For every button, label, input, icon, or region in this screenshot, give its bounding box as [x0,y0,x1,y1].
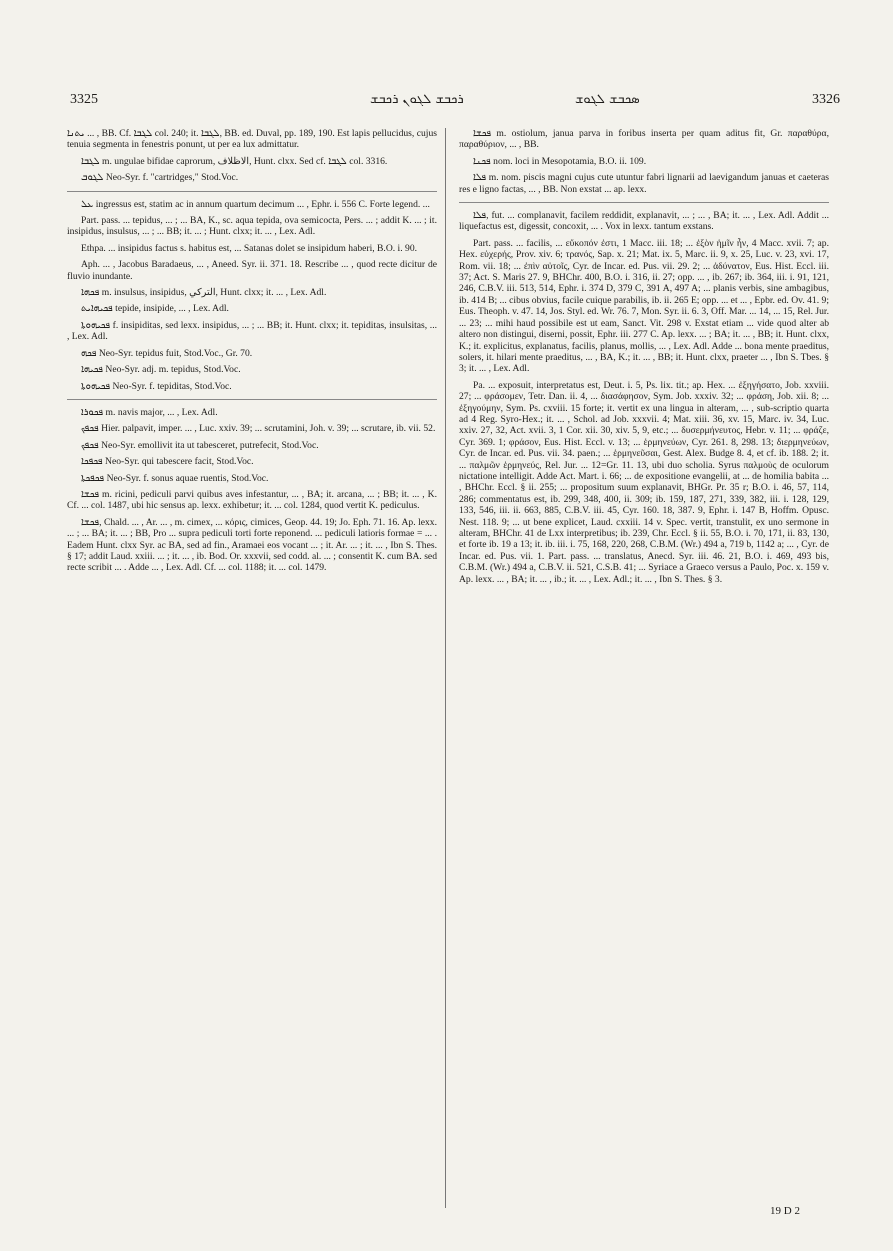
entry: ܦܟܝܗܘܬܐ Neo-Syr. f. tepiditas, Stod.Voc. [81,380,232,392]
entry: ܦܟܦܟܐ Neo-Syr. qui tabescere facit, Stod.Voc. [81,456,254,468]
entry: ܦܟܘܪܐ m. navis major, ... , Lex. Adl. [81,406,218,418]
left-page-number: 3325 [70,92,98,107]
section-rule [459,202,829,203]
section-rule [67,191,437,192]
entry: ܠܓܘܒ Neo-Syr. f. "cartridges," Stod.Voc. [81,172,239,184]
entry: ܦܟܫܐ m. ostiolum, janua parva in foribus inserta per quam aditus fit, Gr. παραθύρα, παραθύριον, ... , BB. [459,128,829,151]
entry: ܦܟܢܐ nom. loci in Mesopotamia, B.O. ii. 109. [473,155,647,167]
section-rule [67,399,437,400]
entry: Pa. ... exposuit, interpretatus est, Deut. i. 5, Ps. lix. tit.; ap. Hex. ... ἐξηγήσατο, Job. xxviii. 27; ... φράσομεν, Tetr. Dan. ii. 4, ... διασάφησον, Sym. Job. xxxiv. 32; ... φράση, Job. xii. 8; ... ἐξηγούμην, Sym. Ps. cxviii. 15 forte; it. vertit ex una lingua in alteram, ... , sub-scriptio quarta ad 4 Reg. Syro-Hex.; it. ... , Schol. ad Job. xxxvii. 4; Mat. xiii. 36, xv. 15, Marc. iv. 34, Luc. xxiv. 27, 32, Act. xvii. 3, 1 Cor. xii. 30, xiv. 5, 9, etc.; ... δυσερμήνευτος, Hebr. v. 11; ... φράζε, Cyr. 369. 1; φράσον, Eus. Hist. Eccl. v. 13; ... ἑρμηνεύων, Cyr. 261. 8, 298. 13; διερμηνεύων, Cyr. de Incar. ed. Pus. vii. 34. paen.; ... ἑρμηνεῦσαι, Gest. Alex. Budge 8. 4, et cf. ib. 188. 2; it. ... παλμῶν ἑρμηνεύς, Rel. Jur. ... 12=Gr. 11. 13, ubi duo scholia. Syrus παλμοὺς de oculorum nictatione intelligit. Adde Act. Mart. i. 66; ... de expositione evangelii, at ... de homilia babita ... , BHChr. Eccl. § ii. 255; ... propositum suum explanavit, BHGr. Pr. 35 r; B.O. i. 46, 57, 114, 286; commentatus est, ib. 299, 348, 400, ii. 309; ib. 159, 187, 271, 339, 382, iii. i. 128, 129, 133, 546, iii. ii. 663, 885, C.B.V. iii. 45, Cyr. 160. 18, 387. 9, Ephr. i. 147 B, Hoffm. Opusc. Nest. 118. 9; ... ut bene explicet, Laud. cxxiii. 14 v. Spec. vertit, transtulit, ex uno sermone in alteram, BHChr. 41 de Lxx interpretibus; ib. 239, Chr. Eccl. § ii. 55, B.O. i. 70, 171, ii. 83, 130, et forte ib. 19 a 13; it. ib. iii. i. 75, 168, 220, 268, C.B.M. (Wr.) 494 a, 719 b, 1142 a; ... , Cyr. de Incar. ed. Pus. vii. 1. Part. pass. ... translatus, Anecd. Syr. iii. 46. 21, B.O. i. 469, 493 bis, C.B.M. (Wr.) 494 a, C.B.V. ii. 521, C.S.B. 41; ... Syriace a Graeco versus a Paulo, Poc. x. 159 v. Ap. lexx. ... , BA; it. ... , ib.; it. ... , Lex. Adl.; it. ... , Ibn S. Thes. § 3. [459,379,829,585]
page-header [70,92,840,114]
entry: ܦܟܝܗܘܬܐ f. insipiditas, sed lexx. insipidus, ... ; ... BB; it. Hunt. clxx; it. tepiditas, insulsitas, ... , Lex. Adl. [67,319,437,343]
left-running-title: ܪܟܒܫ ܠܓܘܢ ܪܟܒܫ [370,92,464,107]
entry: ܦܟܝܗܐܝܬ tepide, insipide, ... , Lex. Adl. [81,303,229,315]
entry: Part. pass. ... tepidus, ... ; ... BA, K., sc. aqua tepida, ova semicocta, Pers. ... ; addit K. ... ; it. insipidus, insulsus, ... ; ... BB; it. ... ; Hunt. clxx; it. ... , Lex. Adl. [67,215,437,238]
entry: ܥܠ ingressus est, statim ac in annum quartum decimum ... , Ephr. i. 556 C. Forte legend. ... [81,198,430,210]
entry: ܦܠܐ m. nom. piscis magni cujus cute utuntur fabri lignarii ad laevigandum januas et caeteras res e ligno factas, ... , BB. Non exstat ... ap. lexx. [459,172,829,195]
entry: ܦܟܫܐ, Chald. ... , Ar. ... , m. cimex, ... κόρις, cimices, Geop. 44. 19; Jo. Eph. 71. 16. Ap. lexx. ... ; ... BA; it. ... ; BB, Pro ... supra pediculi torti forte reponend. ... pediculi latioris formae = ... . Eadem Hunt. clxx Syr. ac BA, sed ad fin., Aramaei eos vocant ... ; it. Ar. ... ; it. ... , Ibn S. Thes. § 17; addit Laud. xxiii. ... ; it. ... , ib. Bod. Or. xxxvii, sed codd. al. ... ; consentit K. cum BA. sed recte scribit ... . Adde ... , Lex. Adl. Cf. ... col. 1188; it. ... col. 1479. [67,516,437,574]
right-column [459,128,829,590]
right-running-title: ܣܟܒܫ ܠܓܘܫ [575,92,640,107]
entry: ܦܠܐ, fut. ... complanavit, facilem reddidit, explanavit, ... ; ... , BA; it. ... , Lex. Adl. Addit ... liquefactus est, digessit, concoxit, ... . Vox in lexx. tantum exstans. [459,210,829,233]
entry: ܦܟܗܐ m. insulsus, insipidus, التركي, Hunt. clxx; it. ... , Lex. Adl. [81,287,327,299]
entry: Aph. ... , Jacobus Baradaeus, ... , Aneed. Syr. ii. 371. 18. Rescribe ... , quod recte dicitur de fluvio inundante. [67,259,437,282]
signature-mark: 19 D 2 [770,1205,800,1217]
entry: ܠܓܒܐ m. ungulae bifidae caprorum, الاظلاف, Hunt. clxx. Sed cf. ܠܓܒܐ col. 3316. [81,155,388,167]
entry: ܦܟܗ Neo-Syr. tepidus fuit, Stod.Voc., Gr. 70. [81,347,253,359]
entry: ܦܟܫܐ m. ricini, pediculi parvi quibus aves infestantur, ... , BA; it. arcana, ... ; BB; it. ... , K. Cf. ... col. 1487, ubi hic sensus ap. lexx. exhibetur; it. ... col. 1284, quod vertit K. pediculus. [67,488,437,512]
column-divider [445,128,446,1208]
entry: ܦܟܝܗܐ Neo-Syr. adj. m. tepidus, Stod.Voc. [81,364,241,376]
entry: ܦܟܦܟ Neo-Syr. emollivit ita ut tabesceret, putrefecit, Stod.Voc. [81,439,319,451]
entry: ܝܬܢܐ ... , BB. Cf. ܠܓܒܐ col. 240; it. ܠܓܒܐ, BB. ed. Duval, pp. 189, 190. Est lapis pellucidus, cujus tenuia segmenta in fenestris ponunt, ut per ea lux admittatur. [67,128,437,151]
entry: ܦܟܦܟܬܐ Neo-Syr. f. sonus aquae ruentis, Stod.Voc. [81,472,269,484]
entry: ܦܟܦܟ Hier. palpavit, imper. ... , Luc. xxiv. 39; ... scrutamini, Joh. v. 39; ... scrutare, ib. vii. 52. [81,423,436,435]
right-page-number: 3326 [812,92,840,107]
entry: Ethpa. ... insipidus factus s. habitus est, ... Satanas dolet se insipidum haberi, B.O. i. 90. [81,242,418,254]
left-column [67,128,437,579]
entry: Part. pass. ... facilis, ... εὔκοπόν ἐστι, 1 Macc. iii. 18; ... ἐξὸν ἡμῖν ἦν, 4 Macc. xvii. 7; ap. Hex. εὐχερής, Prov. xiv. 6; τρανός, Sap. x. 21; Mat. ix. 5, Marc. ii. 9, x. 25, Luc. v. 23, xvi. 17, Rom. vii. 18; ... ἐπὶν αὐτοῖς, Cyr. de Incar. ed. Pus. vii. 29. 2; ... ἀδύνατον, Eus. Hist. Eccl. iii. 37; Act. S. Maris 27. 9, BHChr. 400, B.O. i. 316, ii. 27; opp. ... , ib. 267; ib. 364, iii. i. 91, 121, 246, C.B.V. iii. 513, 514, Ephr. i. 374 D, 379 C, 391 A, 497 A; ... planis verbis, sine ambagibus, ib. 414 B; ... cibus obvius, facile cuique parabilis, ib. ii. 265 E; opp. ... et ... , Epbr. ed. Ov. 41. 9; Eus. Theoph. v. 47. 14, Jos. Styl. ed. Wr. 76. 7, Mon. Syr. ii. 6. 3, Off. Mar. ... 14, ... 15, Rel. Jur. ... 23; ... mihi haud possibile est ut eam, Sanct. Vit. 298 v. Exstat etiam ... vide quod alter ab altero non distingui, diserni, possit, Ephr. iii. 277 C. Ap. lexx. ... ; BA; it. ... , BB; it. Hunt. clxx, K.; it. explicitus, explanatus, facilis, planus, mollis, ... , Lex. Adl. Adde ... bona mente praeditus, solers, it. hilari mente praeditus, ... , BA, K.; it. ... , BB; it. Hunt. clxx, praeter ... , Ibn S. Tbes. § 3; it. ... , Lex. Adl. [459,237,829,375]
